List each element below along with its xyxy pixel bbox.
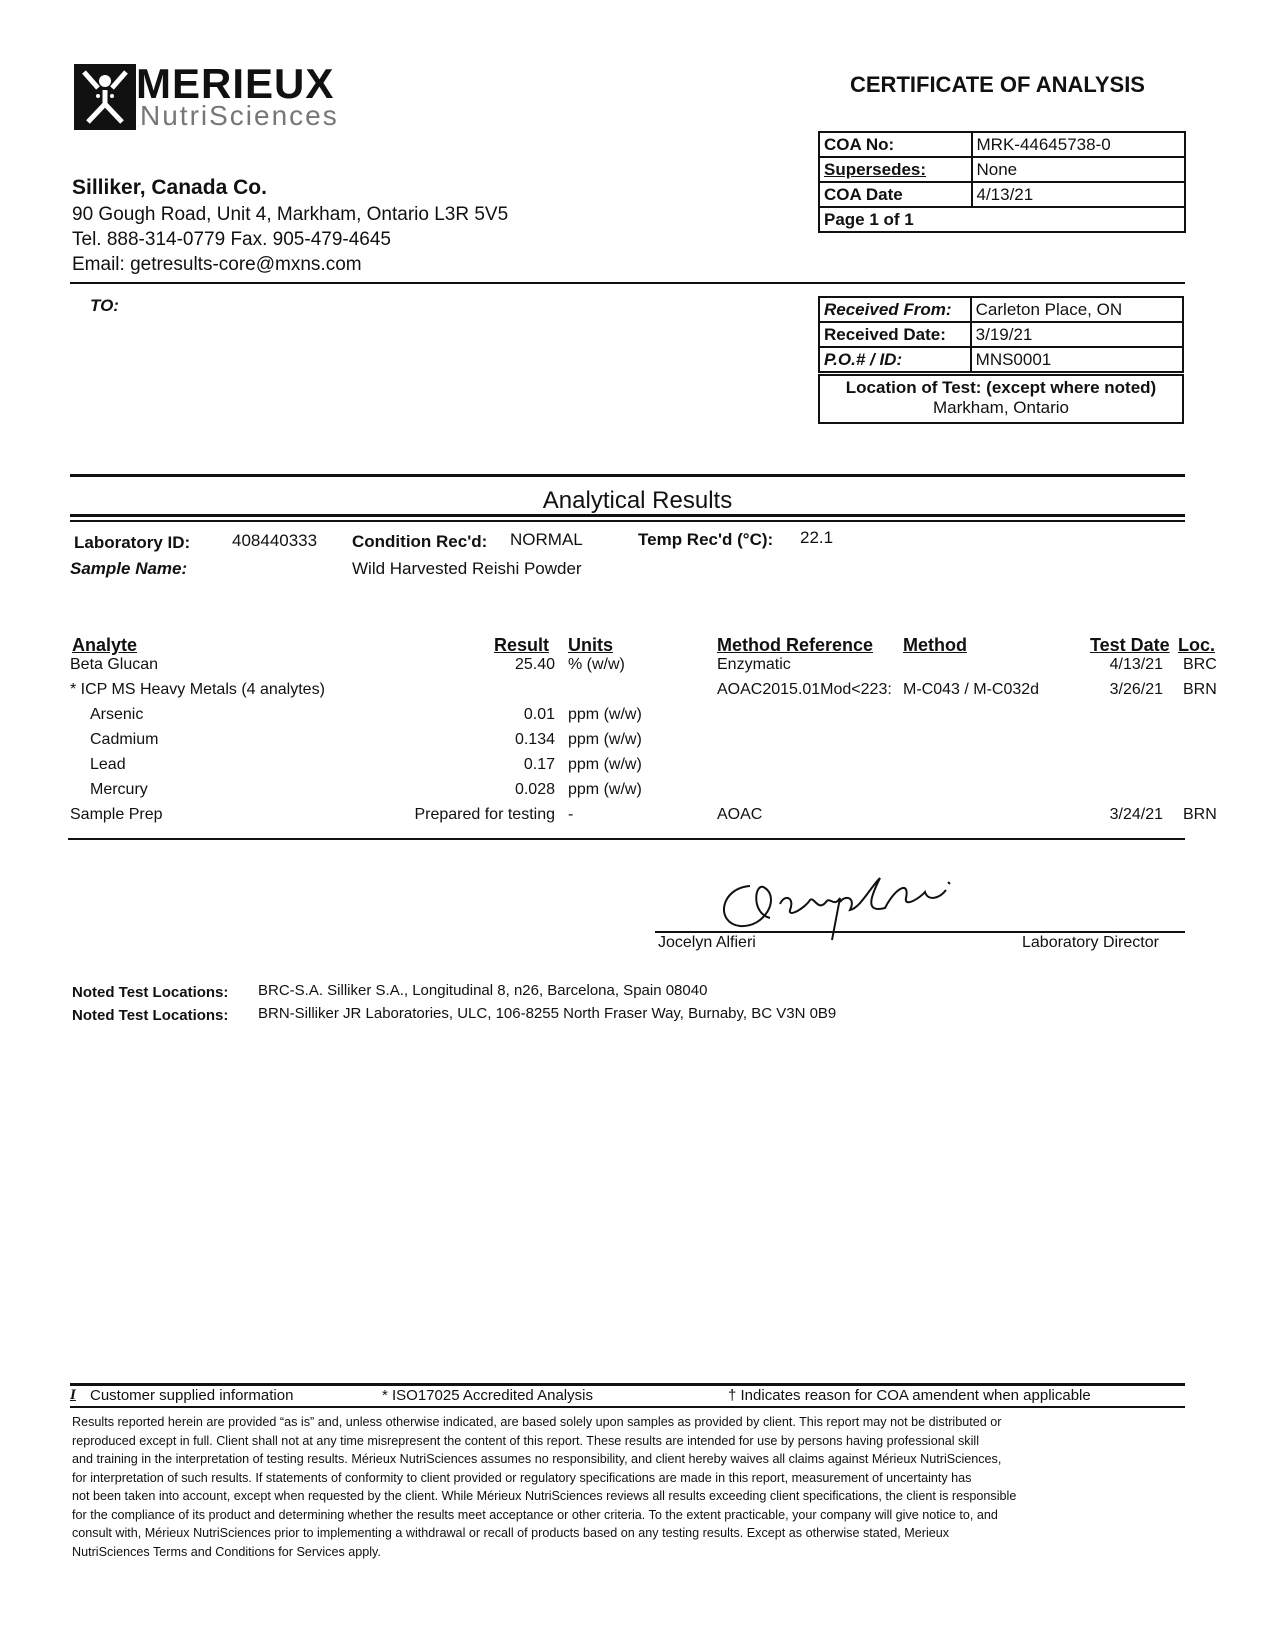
sample-name-value: Wild Harvested Reishi Powder [352,559,582,578]
lab-id-label: Laboratory ID: [74,533,191,552]
po-id-value: MNS0001 [971,347,1183,372]
table-row [0,656,1275,680]
disclaimer-text [72,1413,1182,1561]
disclaimer-line: and training in the interpretation of testing results. Mérieux NutriSciences assumes no responsibility, and client hereby waives all claims against Mérieux NutriSciences, [72,1452,1002,1466]
units-cell: ppm (w/w) [568,756,642,773]
legend-amendment: † Indicates reason for COA amendent when applicable [728,1387,1091,1404]
supersedes-label: Supersedes: [819,157,972,182]
col-result: Result [494,635,550,655]
test-date-cell: 4/13/21 [1109,656,1163,673]
analyte-cell: Sample Prep [70,806,163,823]
received-from-value: Carleton Place, ON [971,297,1183,322]
location-of-test-label: Location of Test: (except where noted) [845,378,1157,397]
condition-label: Condition Rec'd: [352,532,488,551]
header-divider [70,282,1185,284]
units-cell: ppm (w/w) [568,781,642,798]
analyte-cell: Beta Glucan [70,656,159,673]
signer-title: Laboratory Director [1022,934,1159,951]
logo-text-merieux: MERIEUX [136,60,335,107]
method-ref-cell: Enzymatic [717,656,791,673]
temp-label: Temp Rec'd (°C): [638,530,774,549]
coa-date-row [819,182,1185,207]
received-from-label: Received From: [819,297,971,322]
lab-email: Email: getresults-core@mxns.com [72,254,362,275]
table-row [0,756,1275,780]
result-cell: 0.028 [514,781,555,798]
supersedes-row [819,157,1185,182]
col-analyte: Analyte [72,635,138,655]
page-count-row [819,207,1185,232]
legend-customer-supplied: Customer supplied information [90,1387,294,1404]
coa-no-value: MRK-44645738-0 [972,132,1186,157]
sample-name-label: Sample Name: [70,559,188,578]
received-date-row [819,322,1183,347]
col-test-date: Test Date [1090,635,1170,655]
results-bottom-rule [68,838,1185,840]
col-loc: Loc. [1178,635,1216,655]
coa-info-box [818,131,1186,233]
noted-location-value: BRC-S.A. Silliker S.A., Longitudinal 8, n26, Barcelona, Spain 08040 [258,982,708,999]
disclaimer-line: not been taken into account, except when requested by the client. While Mérieux NutriSciences reviews all results exceeding client specifications, the client is responsible [72,1489,1017,1503]
results-mid-rule-thin [70,520,1185,522]
footer-top-rule [70,1383,1185,1386]
method-cell: M-C043 / M-C032d [903,681,1040,698]
disclaimer-line: for interpretation of such results. If statements of conformity to client provided or regulatory specifications are made in this report, measurement of uncertainty has [72,1470,972,1485]
test-date-cell: 3/24/21 [1109,806,1163,823]
signer-name: Jocelyn Alfieri [658,934,756,951]
merieux-logo-icon [74,64,136,130]
receipt-info-box [818,296,1184,373]
loc-cell: BRN [1183,681,1217,698]
units-cell: ppm (w/w) [568,731,642,748]
to-label: TO: [90,296,119,315]
result-cell: 0.01 [523,706,555,723]
coa-no-row [819,132,1185,157]
supersedes-value: None [972,157,1186,182]
location-of-test-box [818,374,1184,424]
disclaimer-line: NutriSciences Terms and Conditions for Services apply. [72,1544,381,1559]
col-units: Units [568,635,613,655]
table-row [0,806,1275,830]
page-count-label: Page 1 of 1 [819,207,1185,232]
noted-location-label: Noted Test Locations: [72,984,229,1001]
section-title: Analytical Results [542,487,733,514]
disclaimer-line: consult with, Mérieux NutriSciences prior to implementing a withdrawal or recall of products based on any testing results. Except as otherwise stated, Merieux [72,1526,950,1540]
loc-cell: BRC [1183,656,1217,673]
analyte-cell: Arsenic [90,706,144,723]
temp-value: 22.1 [800,528,834,547]
condition-value: NORMAL [510,530,583,549]
table-row [0,706,1275,730]
po-id-label: P.O.# / ID: [819,347,971,372]
legend-iso-accredited: * ISO17025 Accredited Analysis [382,1387,593,1404]
document-title: CERTIFICATE OF ANALYSIS [850,72,1145,97]
coa-no-label: COA No: [819,132,972,157]
units-cell: ppm (w/w) [568,706,642,723]
lab-phone-fax: Tel. 888-314-0779 Fax. 905-479-4645 [72,229,392,250]
disclaimer-line: for the compliance of its product and determining whether the results meet acceptance or other criteria. To the extent practicable, your company will give notice to, and [72,1507,998,1522]
table-row [0,731,1275,755]
method-ref-cell: AOAC [717,806,763,823]
units-cell: - [568,806,574,823]
logo-text-nutrisciences: NutriSciences [140,100,339,131]
coa-date-value: 4/13/21 [972,182,1186,207]
lab-address: 90 Gough Road, Unit 4, Markham, Ontario L3R 5V5 [72,204,509,225]
results-mid-rule [70,514,1185,517]
footer-mid-rule [70,1406,1185,1408]
col-method-reference: Method Reference [717,635,874,655]
po-id-row [819,347,1183,372]
method-ref-cell: AOAC2015.01Mod<223: [717,681,892,698]
units-cell: % (w/w) [568,656,625,673]
result-cell: 0.134 [514,731,555,748]
lab-id-value: 408440333 [232,531,318,550]
disclaimer-line: reproduced except in full. Client shall not at any time misrepresent the content of this report. These results are intended for use by persons having professional skill [72,1433,980,1448]
signature-line [655,931,1185,933]
result-cell: 25.40 [514,656,555,673]
location-of-test-value: Markham, Ontario [932,398,1070,417]
noted-location-value: BRN-Silliker JR Laboratories, ULC, 106-8255 North Fraser Way, Burnaby, BC V3N 0B9 [258,1005,837,1022]
received-date-value: 3/19/21 [971,322,1183,347]
analyte-cell: Lead [90,756,126,773]
noted-location-label: Noted Test Locations: [72,1007,229,1024]
loc-cell: BRN [1183,806,1217,823]
table-row [0,781,1275,805]
result-cell: 0.17 [523,756,555,773]
test-date-cell: 3/26/21 [1109,681,1163,698]
lab-name: Silliker, Canada Co. [72,176,267,199]
analyte-cell: Mercury [90,781,148,798]
disclaimer-line: Results reported herein are provided “as is” and, unless otherwise indicated, are based solely upon samples as provided by client. This report may not be distributed or [72,1415,1002,1429]
analyte-cell: * ICP MS Heavy Metals (4 analytes) [70,681,325,698]
received-date-label: Received Date: [819,322,971,347]
table-row [0,681,1275,705]
results-top-rule [70,474,1185,477]
received-from-row [819,297,1183,322]
coa-date-label: COA Date [819,182,972,207]
result-cell: Prepared for testing [414,806,555,823]
analyte-cell: Cadmium [90,731,159,748]
company-logo [74,60,364,132]
col-method: Method [903,635,967,655]
customer-supplied-symbol: I [70,1387,76,1403]
